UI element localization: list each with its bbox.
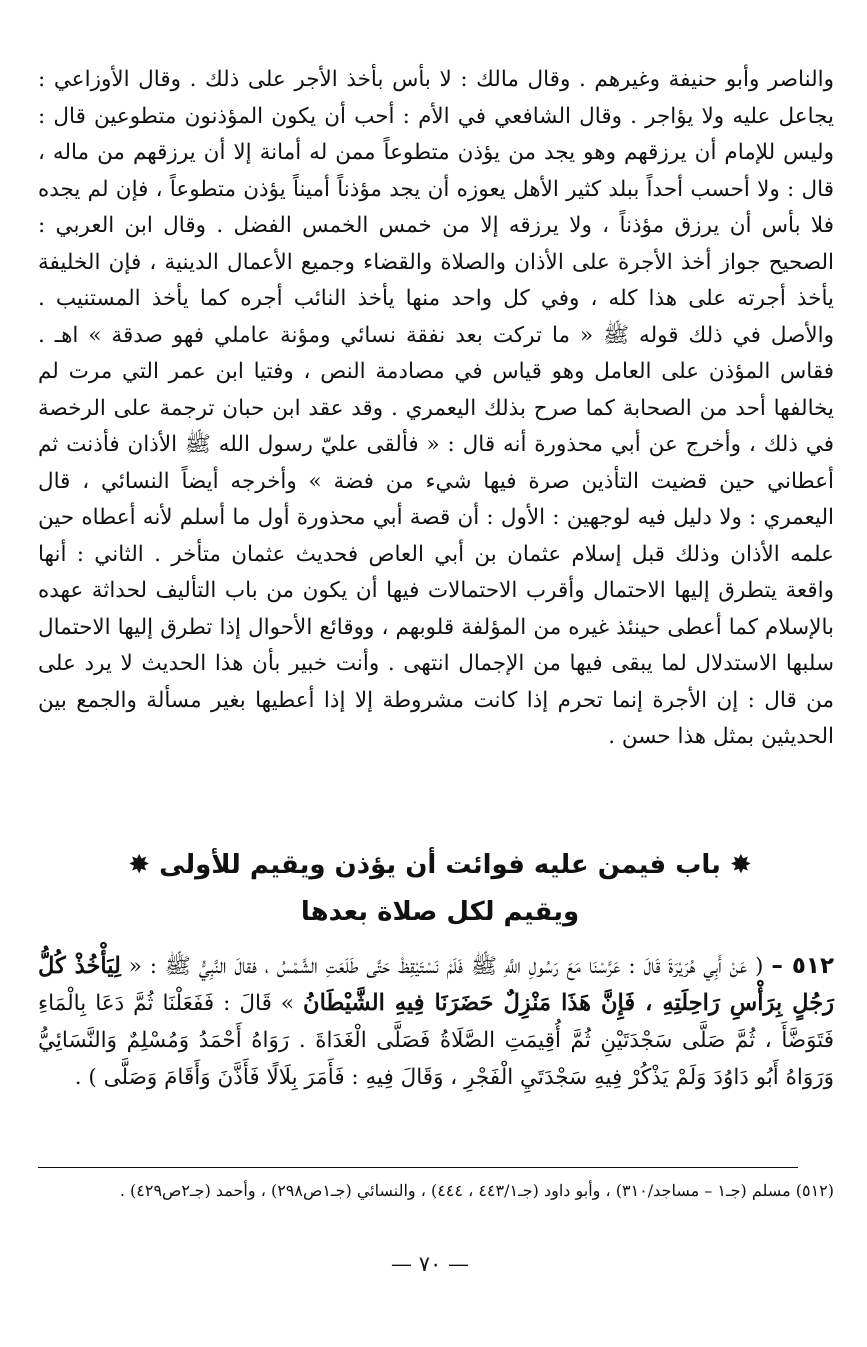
hadith-number: ٥١٢ –	[771, 953, 835, 979]
hadith-text	[38, 948, 834, 1096]
chapter-heading	[60, 850, 820, 880]
ornament-star-icon: ✸	[729, 850, 752, 880]
hadith-continuation: » قَالَ : فَفَعَلْنَا ثُمَّ دَعَا بِالْمَاءِ فَتَوَضَّأَ ، ثُمَّ صَلَّى سَجْدَتَيْنِ ثُمَّ أُقِيمَتِ الصَّلَاةُ فَصَلَّى الْغَدَاةَ . رَوَاهُ أَحْمَدُ وَمُسْلِمٌ وَالنَّسَائِيُّ وَرَوَاهُ أَبُو دَاوُدَ وَلَمْ يَذْكُرْ فِيهِ سَجْدَتَيِ الْفَجْرِ ، وَقَالَ فِيهِ : فَأَمَرَ بِلَالًا فَأَذَّنَ وَأَقَامَ وَصَلَّى ) .	[38, 991, 834, 1090]
footnote: (٥١٢) مسلم (جـ١ – مساجد/٣١٠) ، وأبو داود (جـ٤٤٣/١ ، ٤٤٤) ، والنسائي (جـ١ص٢٩٨) ، وأحمد (جـ٢ص٤٢٩) .	[119, 1181, 834, 1200]
page-number: — ٧٠ —	[391, 1252, 469, 1276]
hadith-intro: ( عَنْ أَبِي هُرَيْرَةَ قَالَ : عَرَّسْنَا مَعَ رَسُولِ اللَّهِ ﷺ فَلَمْ نَسْتَيْقِظْ حَتَّى طَلَعَتِ الشَّمْسُ ، فقالَ النَّبِيُّ ﷺ : «	[128, 954, 764, 979]
footnote-divider	[38, 1167, 798, 1168]
hadith-bold-quote: لِيَأْخُذْ كُلُّ رَجُلٍ بِرَأْسِ رَاحِلَتِهِ ، فَإِنَّ هَذَا مَنْزِلٌ حَضَرَنَا فِيهِ الشَّيْطَانُ	[38, 953, 834, 1016]
body-paragraph: والناصر وأبو حنيفة وغيرهم . وقال مالك : لا بأس بأخذ الأجر على ذلك . وقال الأوزاعي : يجاعل عليه ولا يؤاجر . وقال الشافعي في الأم : أحب أن يكون المؤذنون متطوعين قال : وليس للإمام أن يرزقهم وهو يجد من يؤذن متطوعاً ممن له أمانة إلا أن يرزقهم من ماله ، قال : ولا أحسب أحداً ببلد كثير الأهل يعوزه أن يجد مؤذناً أميناً يؤذن متطوعاً ، فإن لم يجده فلا بأس أن يرزق مؤذناً ، ولا يرزقه إلا من خمس الخمس الفضل . وقال ابن العربي : الصحيح جواز أخذ الأجرة على الأذان والصلاة والقضاء وجميع الأعمال الدينية ، فإن الخليفة يأخذ أجرته على هذا كله ، وفي كل واحد منها يأخذ النائب أجره كما يأخذ المستنيب . والأصل في ذلك قوله ﷺ « ما تركت بعد نفقة نسائي ومؤنة عاملي فهو صدقة » اهـ . فقاس المؤذن على العامل وهو قياس في مصادمة النص ، وفتيا ابن عمر التي مرت لم يخالفها أحد من الصحابة كما صرح بذلك اليعمري . وقد عقد ابن حبان ترجمة على الرخصة في ذلك ، وأخرج عن أبي محذورة أنه قال : « فألقى عليّ رسول الله ﷺ الأذان فأذنت ثم أعطاني حين قضيت التأذين صرة فيها شيء من فضة » وأخرجه أيضاً النسائي ، قال اليعمري : ولا دليل فيه لوجهين : الأول : أن قصة أبي محذورة أول ما أسلم لأنه أعطاه حين علمه الأذان وذلك قبل إسلام عثمان بن أبي العاص فحديث عثمان متأخر . الثاني : أنها واقعة يتطرق إليها الاحتمال وأقرب الاحتمالات فيها أن يكون من باب التأليف لحداثة عهده بالإسلام كما أعطى حينئذ غيره من المؤلفة قلوبهم ، ووقائع الأحوال إذا تطرق إليها الاحتمال سلبها الاستدلال لما يبقى فيها من الإجمال انتهى . وأنت خبير بأن هذا الحديث لا يرد على من قال : إن الأجرة إنما تحرم إذا كانت مشروطة إلا إذا أعطيها بغير مسألة والجمع بين الحديثين بمثل هذا حسن .	[38, 67, 834, 749]
ornament-star-icon: ✸	[128, 850, 151, 880]
chapter-title-line-2: ويقيم لكل صلاة بعدها	[300, 897, 580, 927]
chapter-title-line-1: باب فيمن عليه فوائت أن يؤذن ويقيم للأولى	[159, 850, 721, 880]
